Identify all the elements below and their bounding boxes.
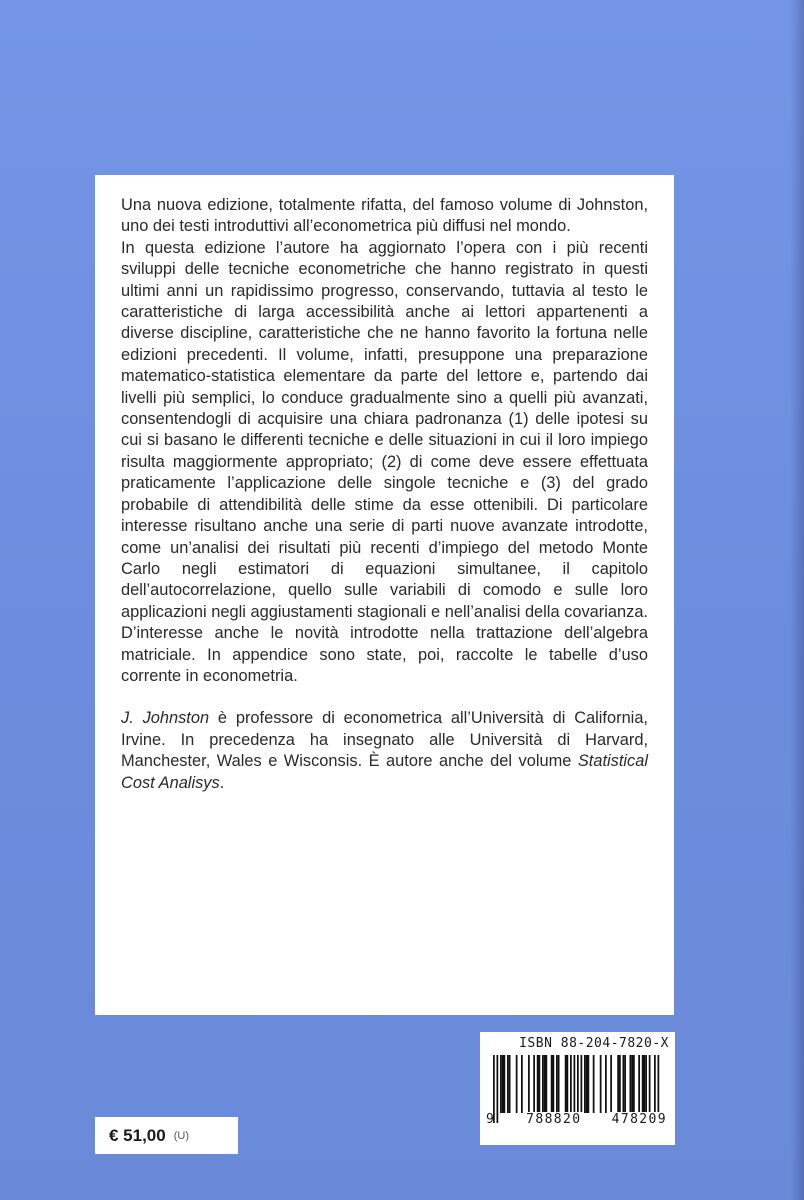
barcode-bar [588, 1055, 590, 1113]
description-paragraph-1: Una nuova edizione, totalmente rifatta, del famoso volume di Johnston, uno dei testi introduttivi all’econometrica più diffusi nel mondo. [121, 196, 648, 236]
barcode-bar [586, 1055, 588, 1113]
barcode-bar [617, 1055, 619, 1113]
barcode-bar [542, 1055, 544, 1113]
barcode-bar [642, 1055, 644, 1113]
barcode-bar [500, 1055, 502, 1113]
barcode-bar [567, 1055, 569, 1113]
barcode-bar [528, 1055, 530, 1113]
barcode-digit-group-1: 788820 [526, 1112, 582, 1127]
cover-edge-shadow [790, 0, 804, 1200]
barcode-lead-digit: 9 [486, 1112, 496, 1127]
barcode-bar [638, 1055, 640, 1113]
other-book-title: Statistical Cost Analisys [121, 752, 648, 792]
price-value: € 51,00 [109, 1125, 166, 1145]
barcode-bar [570, 1055, 572, 1113]
barcode-bar [521, 1055, 523, 1113]
barcode-bar [623, 1055, 625, 1113]
barcode-bar [539, 1055, 541, 1113]
barcode-bar [546, 1055, 548, 1113]
barcode-bar [516, 1055, 518, 1113]
barcode-bar [630, 1055, 632, 1113]
barcode-bar [537, 1055, 539, 1113]
barcode-bar [584, 1055, 586, 1113]
barcode-bar [507, 1055, 509, 1113]
barcode-bar [593, 1055, 595, 1113]
barcode-bar [649, 1055, 651, 1113]
author-bio [121, 708, 648, 794]
barcode-digits [486, 1109, 669, 1127]
description-paragraph-2: In questa edizione l’autore ha aggiornato l’opera con i più recenti sviluppi delle tecniche econometriche che hanno registrato in questi ultimi anni un rapidissimo progresso, conservando, tuttavia al testo le caratteristiche di larga accessibilità anche ai lettori appartenenti a diverse discipline, caratteristiche che ne hanno favorito la fortuna nelle edizioni precedenti. Il volume, infatti, presuppone una preparazione matematico-statistica elementare da parte del lettore e, partendo dai livelli più semplici, lo conduce gradualmente sino a quelli più avanzati, consentendogli di acquisire una chiara padronanza (1) delle ipotesi su cui si basano le differenti tecniche e delle situazioni in cui il loro impiego risulta maggiormente appropriato; (2) di come deve essere effettuata praticamente l’applicazione delle singole tecniche e (3) del grado probabile di attendibilità delle stime da esse ottenibili. Di particolare interesse risultano anche una serie di parti nuove avanzate introdotte, come un’analisi dei risultati più recenti d’impiego del metodo Monte Carlo negli estimatori di equazioni simultanee, il capitolo dell’autocorrelazione, quello sulle variabili di comodo e sulle loro applicazioni negli aggiustamenti stagionali e nell’analisi della covarianza. D’interesse anche le novità introdotte nella trattazione dell’algebra matriciale. In appendice sono state, poi, raccolte le tabelle d’uso corrente in econometria. [121, 238, 648, 685]
barcode-bar [551, 1055, 553, 1113]
barcode-bar [544, 1055, 546, 1113]
barcode-bar [509, 1055, 511, 1113]
author-bio-text: è professore di econometrica all’Università di California, Irvine. In precedenza ha insegnato alle Università di Harvard, Manchester, Wales e Wisconsis. È autore anche del volume [121, 709, 648, 771]
barcode-bar [581, 1055, 583, 1113]
barcode-bar [556, 1055, 558, 1113]
barcode-bar [619, 1055, 621, 1113]
isbn-barcode [480, 1032, 675, 1145]
barcode-bar [624, 1055, 626, 1113]
price-code: (U) [173, 1129, 190, 1142]
price-tag [95, 1117, 238, 1154]
description-panel [95, 175, 674, 1015]
barcode-bar [605, 1055, 607, 1113]
barcode-bar [600, 1055, 602, 1113]
barcode-bar [553, 1055, 555, 1113]
barcode-bar [504, 1055, 506, 1113]
barcode-bar [644, 1055, 646, 1113]
barcode-bar [565, 1055, 567, 1113]
barcode-bar [533, 1055, 535, 1113]
author-name: J. Johnston [121, 709, 210, 728]
barcode-bar [502, 1055, 504, 1113]
barcode-bar [558, 1055, 560, 1113]
barcode-bar [645, 1055, 647, 1113]
barcode-digit-group-2: 478209 [611, 1112, 667, 1127]
barcode-bar [631, 1055, 633, 1113]
barcode-bar [633, 1055, 635, 1113]
author-bio-end: . [219, 773, 225, 792]
isbn-label: ISBN 88-204-7820-X [519, 1036, 669, 1051]
barcode-bar [610, 1055, 612, 1113]
